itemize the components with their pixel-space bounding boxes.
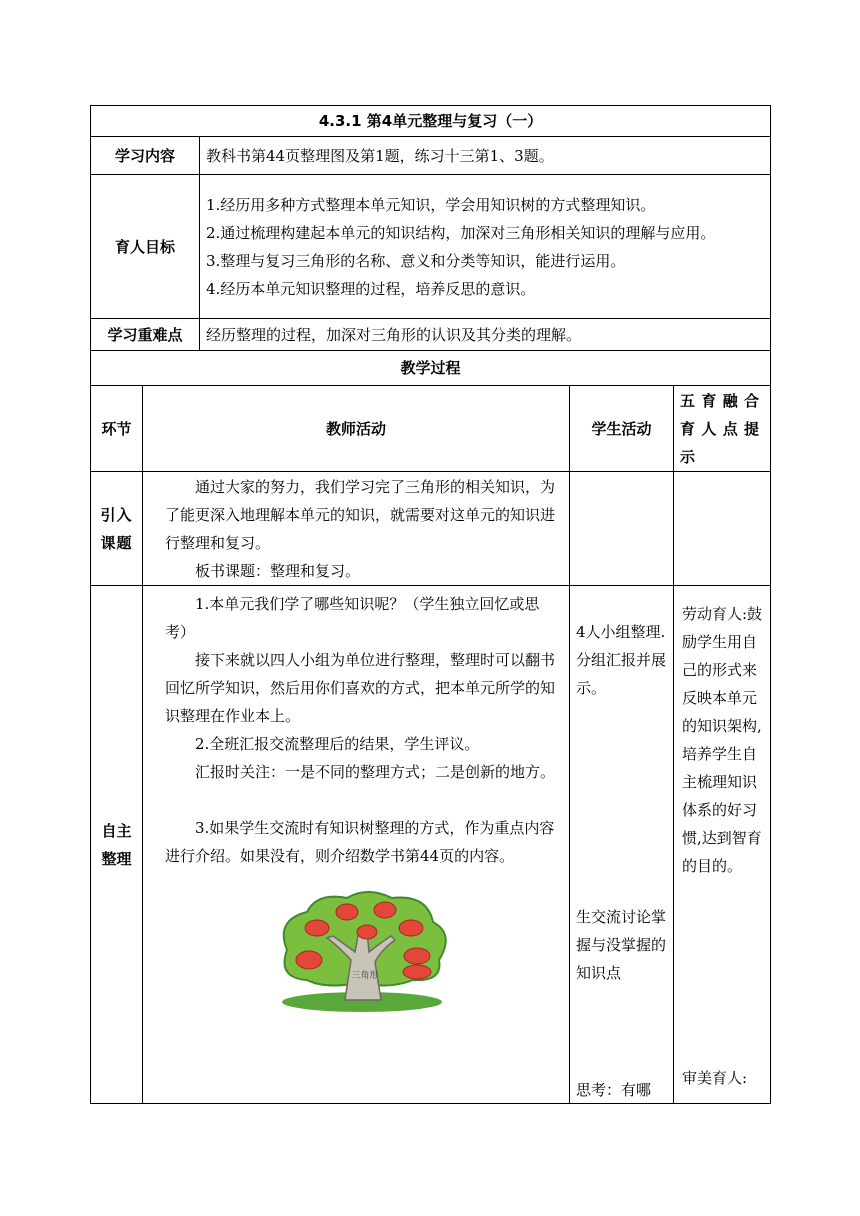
- header-student: 学生活动: [570, 386, 674, 472]
- goal-item: 3.整理与复习三角形的名称、意义和分类等知识，能进行运用。: [206, 251, 626, 270]
- content-label: 学习内容: [91, 137, 200, 175]
- self-student-activity: [570, 586, 674, 1104]
- tree-fruit-icon: [404, 948, 430, 964]
- header-five-education: 五育融合育人点提示: [674, 386, 771, 472]
- self-five-education: [674, 586, 771, 1104]
- tree-fruit-icon: [374, 902, 396, 918]
- goal-item: 1.经历用多种方式整理本单元知识，学会用知识树的方式整理知识。: [206, 195, 656, 214]
- self-paragraph: 1.本单元我们学了哪些知识呢？（学生独立回忆或思考）: [165, 595, 540, 641]
- self-paragraph: 汇报时关注：一是不同的整理方式；二是创新的地方。: [195, 763, 556, 781]
- stage-self-organize: 自主整理: [91, 586, 143, 1104]
- self-teacher-activity: [143, 586, 570, 1104]
- tree-fruit-icon: [305, 920, 329, 936]
- intro-student-activity: [570, 472, 674, 586]
- student-activity-2: 生交流讨论掌握与没掌握的知识点: [576, 908, 667, 982]
- header-stage: 环节: [91, 386, 143, 472]
- lesson-plan-table: [90, 105, 771, 1104]
- intro-paragraph: 通过大家的努力，我们学习完了三角形的相关知识，为了能更深入地理解本单元的知识，就需要对这单元的知识进行整理和复习。: [165, 477, 556, 552]
- tree-trunk-label: 三角形: [351, 971, 379, 981]
- student-activity-3: 思考：有哪: [576, 1081, 652, 1099]
- intro-paragraph: 板书课题：整理和复习。: [195, 561, 361, 580]
- tree-fruit-icon: [336, 904, 358, 920]
- intro-teacher-activity: [143, 472, 570, 586]
- knowledge-tree-image: [267, 890, 457, 1014]
- goals-label: 育人目标: [91, 175, 200, 319]
- student-activity-1: 4人小组整理.分组汇报并展示。: [576, 623, 667, 697]
- goals-list: [200, 175, 771, 319]
- five-education-note: 劳动育人:鼓励学生用自己的形式来反映本单元的知识架构,培养学生自主梳理知识体系的好习惯,达到智育的目的。: [682, 605, 763, 875]
- difficulty-text: 经历整理的过程，加深对三角形的认识及其分类的理解。: [200, 319, 771, 351]
- page-title: 4.3.1 第4单元整理与复习（一）: [91, 106, 771, 137]
- intro-five-education: [674, 472, 771, 586]
- tree-fruit-icon: [399, 920, 423, 936]
- tree-fruit-icon: [403, 965, 431, 979]
- stage-intro: 引入课题: [91, 472, 143, 586]
- tree-fruit-icon: [296, 951, 322, 969]
- goal-item: 4.经历本单元知识整理的过程，培养反思的意识。: [206, 279, 536, 298]
- self-paragraph: 2.全班汇报交流整理后的结果，学生评议。: [195, 735, 480, 753]
- self-paragraph: 接下来就以四人小组为单位进行整理，整理时可以翻书回忆所学知识，然后用你们喜欢的方式，把本单元所学的知识整理在作业本上。: [165, 651, 556, 725]
- header-teacher: 教师活动: [143, 386, 570, 472]
- process-heading: 教学过程: [91, 351, 771, 386]
- five-education-note-2: 审美育人:: [682, 1069, 748, 1087]
- self-paragraph: 3.如果学生交流时有知识树整理的方式，作为重点内容进行介绍。如果没有，则介绍数学书第44页的内容。: [165, 819, 555, 865]
- goal-item: 2.通过梳理构建起本单元的知识结构，加深对三角形相关知识的理解与应用。: [206, 223, 716, 242]
- difficulty-label: 学习重难点: [91, 319, 200, 351]
- tree-fruit-icon: [357, 925, 377, 939]
- content-text: 教科书第44页整理图及第1题，练习十三第1、3题。: [200, 137, 771, 175]
